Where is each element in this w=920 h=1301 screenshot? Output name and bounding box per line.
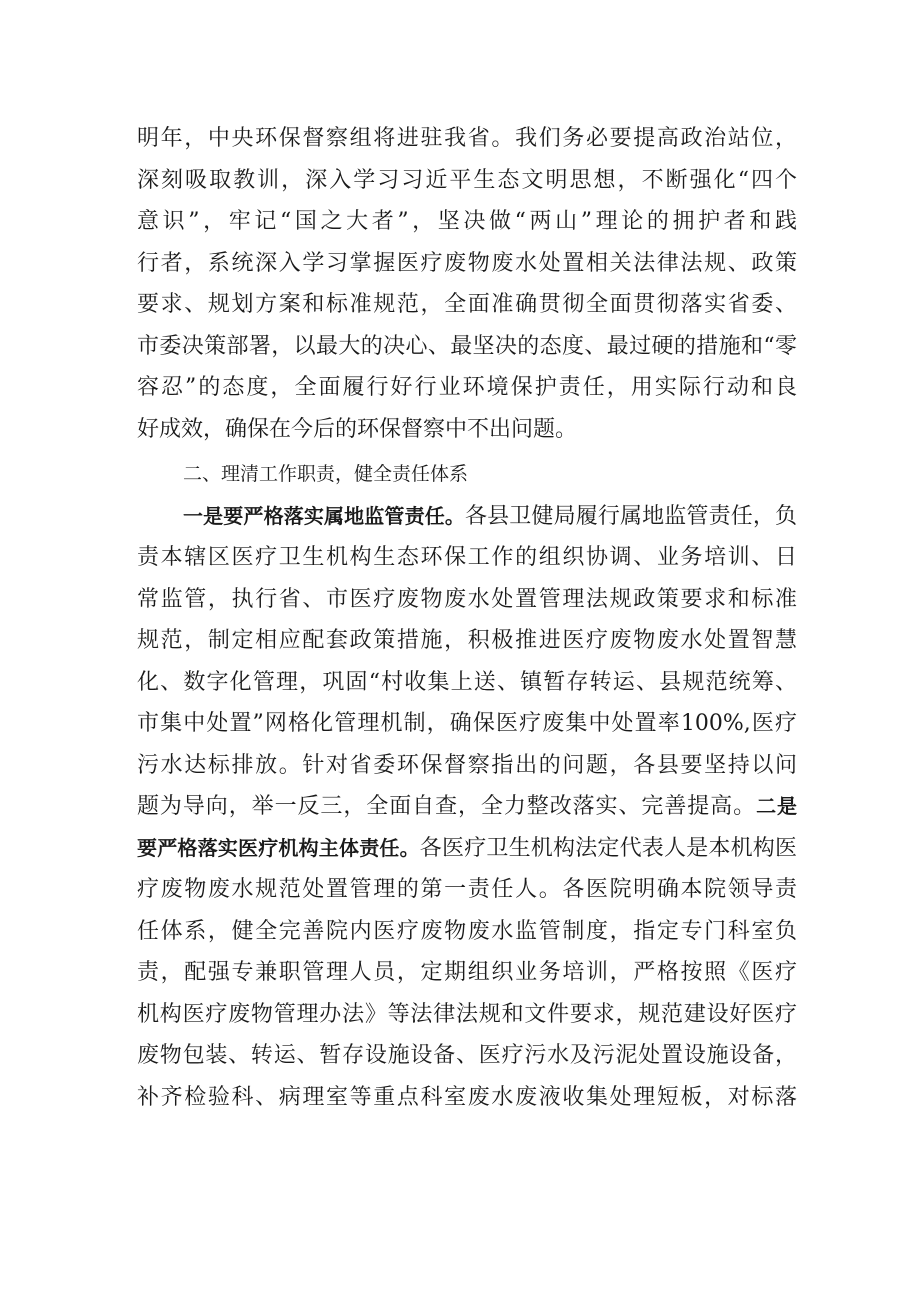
text-line: 深刻吸取教训，深入学习习近平生态文明思想，不断强化“四个: [137, 167, 797, 193]
text-line: 污水达标排放。针对省委环保督察指出的问题，各县要坚持以问: [137, 752, 797, 778]
text-line: 废物包装、转运、暂存设施设备、医疗污水及污泥处置设施设备，: [137, 1043, 797, 1068]
section-heading: 二、理清工作职责，健全责任体系: [183, 463, 469, 485]
text-run: 题为导向，举一反三，全面自查，全力整改落实、完善提高。: [137, 794, 757, 819]
text-line: [137, 828, 797, 870]
text-line: 责本辖区医疗卫生机构生态环保工作的组织协调、业务培训、日: [137, 545, 797, 570]
text-line: [137, 496, 797, 538]
text-line: 疗废物废水规范处置管理的第一责任人。各医院明确本院领导责: [137, 877, 797, 902]
text-line: 要求、规划方案和标准规范，全面准确贯彻全面贯彻落实省委、: [137, 292, 797, 317]
text-run: 各医疗卫生机构法定代表人是本机构医: [419, 835, 797, 861]
text-run: 各县卫健局履行属地监管责任，负: [465, 503, 797, 529]
text-line: 意识”，牢记“国之大者”，坚决做“两山”理论的拥护者和践: [137, 209, 797, 234]
text-line: 市集中处置”网格化管理机制，确保医疗废集中处置率100%,医疗: [137, 711, 797, 736]
document-body: [137, 118, 797, 1118]
text-line: 责，配强专兼职管理人员，定期组织业务培训，严格按照《医疗: [137, 960, 797, 985]
text-line: [137, 786, 797, 828]
bold-lead: 二是: [756, 794, 797, 818]
bold-lead: 要严格落实医疗机构主体责任。: [137, 835, 420, 860]
text-line: 常监管，执行省、市医疗废物废水处置管理法规政策要求和标准: [137, 586, 797, 612]
text-line: 市委决策部署，以最大的决心、最坚决的态度、最过硬的措施和“零: [137, 333, 797, 359]
text-line: 补齐检验科、病理室等重点科室废水废液收集处理短板，对标落: [137, 1084, 797, 1110]
text-line: 好成效，确保在今后的环保督察中不出问题。: [137, 416, 578, 442]
text-line: 明年，中央环保督察组将进驻我省。我们务必要提高政治站位，: [137, 126, 797, 151]
bold-lead: 一是要严格落实属地监管责任。: [183, 503, 465, 528]
text-line: 化、数字化管理，巩固“村收集上送、镇暂存转运、县规范统筹、: [137, 669, 797, 695]
text-line: 容忍”的态度，全面履行好行业环境保护责任，用实际行动和良: [137, 375, 797, 400]
text-line: 任体系，健全完善院内医疗废物废水监管制度，指定专门科室负: [137, 918, 797, 944]
text-line: 规范，制定相应配套政策措施，积极推进医疗废物废水处置智慧: [137, 628, 797, 653]
text-line: 行者，系统深入学习掌握医疗废物废水处置相关法律法规、政策: [137, 250, 797, 276]
text-line: 机构医疗废物管理办法》等法律法规和文件要求，规范建设好医疗: [137, 1001, 797, 1027]
